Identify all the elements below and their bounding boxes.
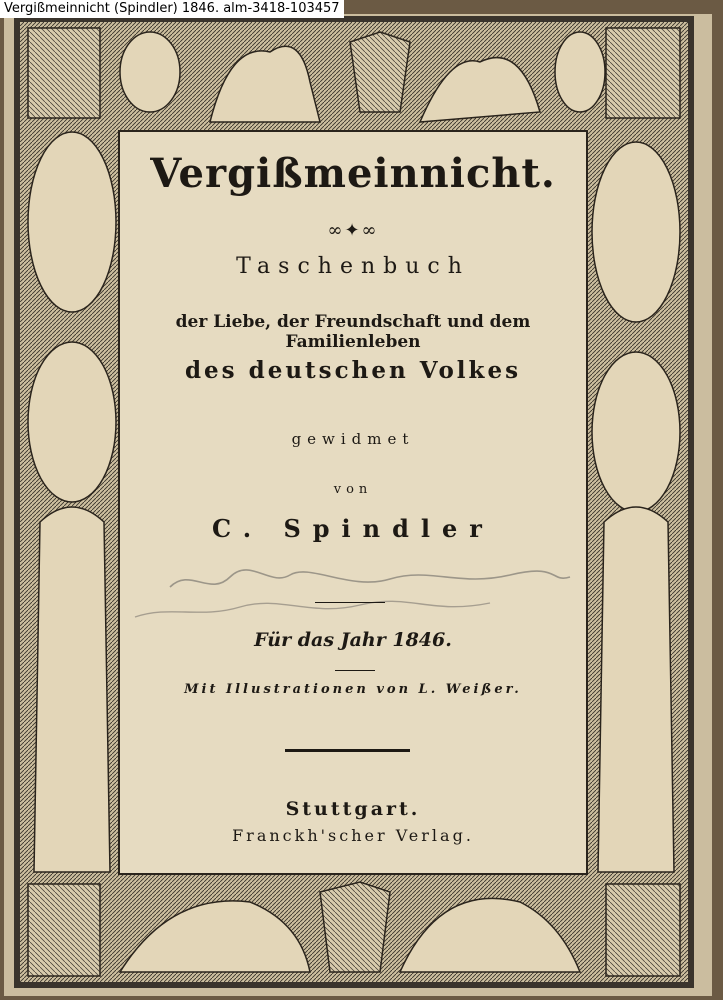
subtitle: Taschenbuch (236, 254, 470, 279)
title-ornament: ∞✦∞ (327, 220, 379, 241)
image-caption: Vergißmeinnicht (Spindler) 1846. alm-3418-103457 (0, 0, 344, 18)
publication-city: Stuttgart. (285, 798, 421, 820)
dedication-line: der Liebe, der Freundschaft und dem Familienleben (175, 312, 531, 352)
divider-short (315, 602, 385, 603)
illustrator-line: Mit Illustrationen von L. Weißer. (184, 682, 522, 697)
author-name: C. Spindler (212, 514, 494, 543)
divider-tiny (335, 670, 375, 671)
dedicated-word: gewidmet (291, 430, 415, 448)
nation-line: des deutschen Volkes (184, 357, 522, 384)
divider-ornamental (285, 749, 410, 752)
by-word: von (333, 482, 373, 497)
book-title: Vergißmeinnicht. (150, 150, 556, 197)
year-line: Für das Jahr 1846. (254, 629, 452, 651)
publisher-name: Franckh'scher Verlag. (232, 826, 474, 845)
pencil-annotation (130, 557, 580, 627)
title-panel (118, 130, 588, 875)
